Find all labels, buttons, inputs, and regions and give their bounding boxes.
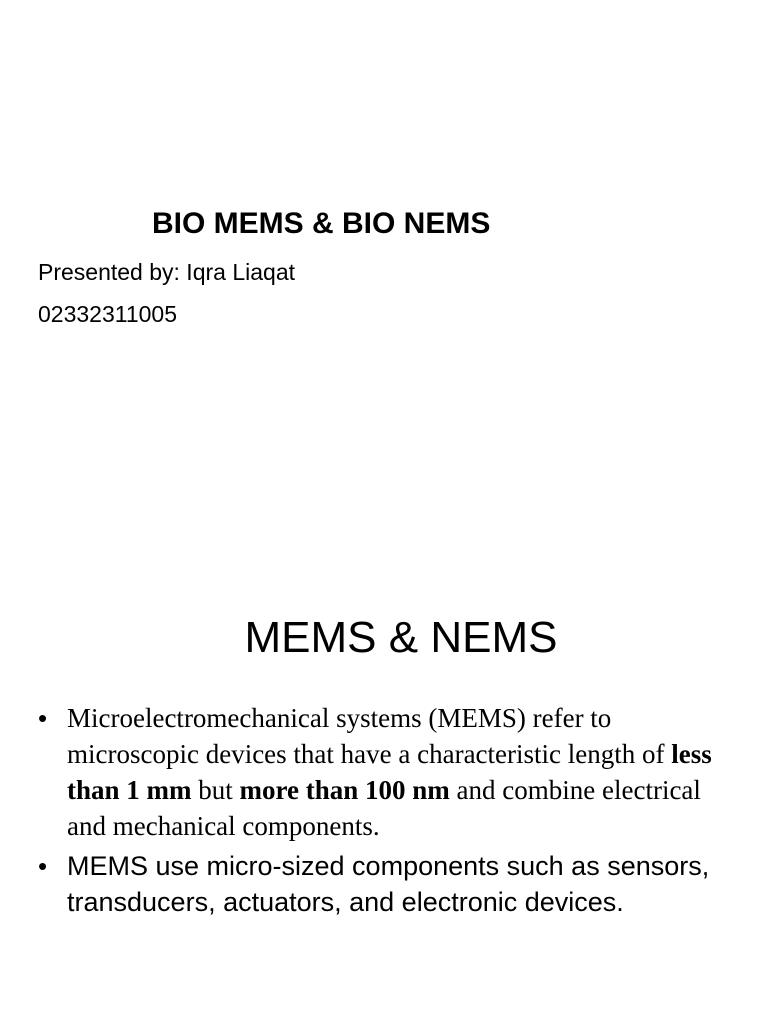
text-segment: and combine electrical and mechanical components. <box>67 775 701 841</box>
bullet-text: MEMS use micro-sized components such as sensors, transducers, actuators, and electronic devices. <box>67 851 710 917</box>
bullet-text <box>67 703 712 841</box>
bold-term-size-min: more than 100 nm <box>239 775 450 805</box>
text-segment: Microelectromechanical systems (MEMS) refer to microscopic devices that have a characteristic length of <box>67 703 672 769</box>
student-id: 02332311005 <box>38 301 177 327</box>
presentation-title: BIO MEMS & BIO NEMS <box>152 207 491 240</box>
text-segment: but <box>191 775 240 805</box>
bold-term-size-max: less than 1 mm <box>67 739 712 805</box>
presenter-line: Presented by: Iqra Liaqat <box>38 259 295 285</box>
slide-heading: MEMS & NEMS <box>244 613 558 662</box>
bullet-item-definition <box>38 700 738 844</box>
bullet-icon: • <box>38 703 48 733</box>
bullet-item-components <box>38 848 738 920</box>
bullet-list <box>38 700 738 924</box>
slide-mems-nems <box>0 512 768 1024</box>
bullet-icon: • <box>38 851 48 881</box>
